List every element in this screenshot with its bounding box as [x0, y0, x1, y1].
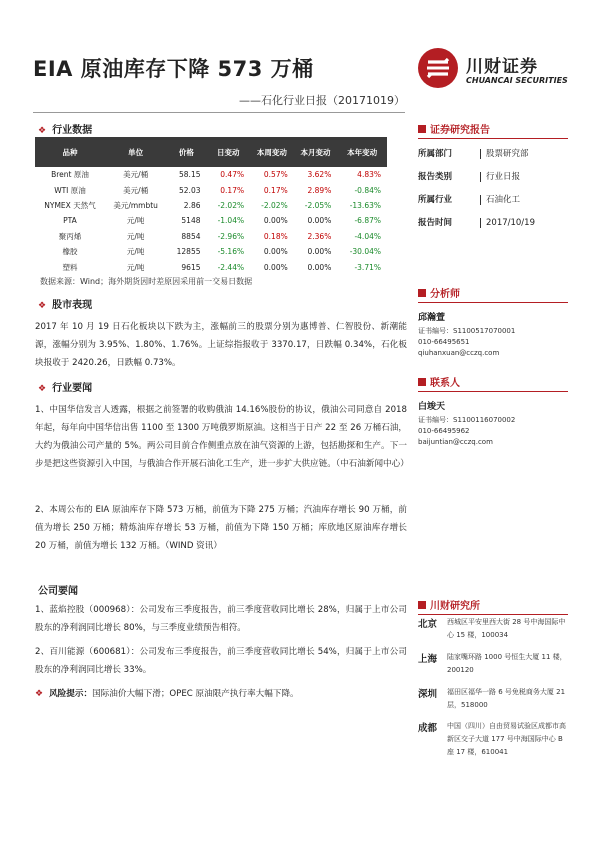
contact-phone: 010-66495962: [418, 427, 470, 435]
risk-label: 风险提示：: [49, 689, 93, 699]
analyst-heading: 分析师: [418, 285, 568, 303]
table-cell: -5.16%: [217, 247, 245, 257]
risk-text: 国际油价大幅下滑；OPEC 原油限产执行率大幅下降。: [92, 689, 299, 699]
table-header-row: [35, 137, 387, 167]
institute-heading: 川财研究所: [418, 597, 568, 615]
company-news-item-2: 2、百川能源（600681）：公司发布三季度报告，前三季度营收同比增长 54%，归属于上市公司股东的净利润同比增长 33%。: [35, 647, 407, 675]
table-cell: 0.57%: [263, 170, 288, 180]
diamond-icon: ❖: [38, 384, 47, 394]
table-cell: 52.03: [179, 185, 201, 195]
table-cell: 5148: [181, 216, 201, 226]
table-cell: PTA: [63, 216, 77, 226]
table-cell: 3.62%: [307, 170, 332, 180]
table-cell: 9615: [181, 262, 201, 272]
table-cell: 0.00%: [263, 262, 288, 272]
office-address: 中国（四川）自由贸易试验区成都市高新区交子大道 177 号中海国际中心 B 座 17 楼，610041: [447, 722, 566, 756]
diamond-icon: ❖: [38, 301, 47, 311]
table-cell: 0.47%: [220, 170, 245, 180]
office-address: 福田区福华一路 6 号免税商务大厦 21 层，518000: [447, 688, 566, 709]
table-cell: -2.05%: [304, 200, 332, 210]
table-cell: -6.87%: [354, 216, 381, 226]
table-cell: -30.04%: [349, 247, 381, 257]
table-cell: 0.17%: [263, 185, 288, 195]
table-cell: 0.00%: [307, 216, 332, 226]
risk-warning: [35, 685, 407, 703]
table-cell: 塑料: [62, 262, 78, 272]
logo-emblem-icon: [418, 48, 458, 88]
table-cell: -2.02%: [261, 200, 288, 210]
table-cell: 8854: [181, 231, 201, 241]
table-cell: 2.86: [183, 200, 201, 210]
report-title: EIA 原油库存下降 573 万桶: [33, 57, 314, 81]
table-cell: Brent 原油: [51, 170, 89, 180]
square-bullet-icon: [418, 289, 426, 297]
table-cell: -2.02%: [217, 200, 245, 210]
table-header: 本年变动: [337, 137, 387, 167]
table-cell: 橡胶: [62, 247, 78, 257]
office-city: 上海: [418, 654, 438, 665]
market-data-table: [35, 137, 387, 275]
table-cell: 2.36%: [307, 231, 332, 241]
table-cell: 0.00%: [263, 216, 288, 226]
table-cell: 元/吨: [126, 216, 145, 226]
info-row-category: 报告类别 行业日报: [418, 172, 521, 182]
table-cell: -13.63%: [349, 200, 381, 210]
table-cell: 0.00%: [307, 247, 332, 257]
diamond-icon: ❖: [38, 126, 47, 136]
table-row: [35, 244, 387, 259]
office-list: [418, 616, 568, 786]
table-cell: 聚丙烯: [58, 231, 82, 241]
table-source-note: 数据来源：Wind；海外期货因时差原因采用前一交易日数据: [40, 277, 253, 286]
table-row: [35, 259, 387, 274]
table-cell: -0.84%: [354, 185, 381, 195]
table-header: 本周变动: [250, 137, 294, 167]
news-item-2: 2、本周公布的 EIA 原油库存下降 573 万桶，前值为下降 275 万桶；汽油库存增长 90 万桶，前值为增长 250 万桶；精炼油库存增长 53 万桶，前值为下降 150 万桶；库欣地区原油库存增长 20 万桶，前值为增长 132 万桶。（WIND 资讯）: [35, 505, 407, 551]
contact-email[interactable]: baijuntian@cczq.com: [418, 438, 493, 446]
news-item-1: 1、中国华信发言人透露，根据之前签署的收购俄油 14.16%股份的协议，俄油公司同意自 2018 年起，每年向中国华信出售 1100 至 1300 万吨俄罗斯原油。这相当于日产 22 至 26 万桶石油，大约为俄油公司产量的 5%。两公司目前合作侧重点放在油气资源的上游，包括勘探和生产。下一步是把这些资源引入中国，与俄油合作开展石油化工生产，进一步扩大供应链。（中石油新闻中心）: [35, 405, 409, 469]
analyst-email[interactable]: qiuhanxuan@cczq.com: [418, 349, 500, 357]
table-cell: 58.15: [179, 170, 201, 180]
table-cell: 0.00%: [263, 247, 288, 257]
office-city: 深圳: [418, 689, 438, 700]
table-cell: 4.83%: [357, 170, 381, 180]
company-news-item-1: 1、蓝焰控股（000968）：公司发布三季度报告，前三季度营收同比增长 28%，归属于上市公司股东的净利润同比增长 80%，与三季度业绩预告相符。: [35, 605, 407, 633]
table-header: 本月变动: [294, 137, 338, 167]
table-cell: WTI 原油: [54, 185, 86, 195]
office-city: 成都: [418, 723, 438, 734]
table-cell: 12855: [176, 247, 201, 257]
section-industry-data: ❖ 行业数据: [38, 125, 93, 136]
contact-cert: 证书编号：S1100116070002: [418, 416, 516, 424]
table-cell: 美元/桶: [123, 170, 149, 180]
contact-name: 白竣天: [418, 402, 446, 412]
analyst-name: 邱瀚萱: [418, 313, 446, 323]
table-cell: -3.71%: [354, 262, 381, 272]
table-cell: 元/吨: [126, 262, 145, 272]
table-header: 日变动: [207, 137, 251, 167]
table-cell: 0.17%: [220, 185, 245, 195]
report-info-heading: 证券研究报告: [418, 121, 568, 139]
info-row-department: 所属部门 股票研究部: [418, 149, 529, 159]
table-header: 单位: [105, 137, 166, 167]
section-industry-news: ❖ 行业要闻: [38, 383, 93, 394]
table-cell: -4.04%: [354, 231, 381, 241]
table-row: [35, 213, 387, 228]
office-city: 北京: [418, 619, 438, 630]
header-divider: [33, 112, 405, 113]
table-cell: 元/吨: [126, 231, 145, 241]
section-company-news: 公司要闻: [38, 586, 78, 597]
table-cell: -1.04%: [217, 216, 245, 226]
stock-paragraph: 2017 年 10 月 19 日石化板块以下跌为主，涨幅前三的股票分别为惠博普、仁智股份、新潮能源，涨幅分别为 3.95%、1.80%、1.76%。上证综指报收于 3370.17，日跌幅 0.34%，石化板块报收于 2420.26，日跌幅 0.73%。: [35, 322, 407, 368]
section-stock-performance: ❖ 股市表现: [38, 300, 93, 311]
square-bullet-icon: [418, 378, 426, 386]
analyst-phone: 010-66495651: [418, 338, 470, 346]
square-bullet-icon: [418, 125, 426, 133]
company-logo: [418, 48, 568, 92]
info-row-industry: 所属行业 石油化工: [418, 195, 521, 205]
office-address: 陆家嘴环路 1000 号恒生大厦 11 楼，200120: [447, 653, 567, 674]
sidebar-institute: [418, 597, 568, 615]
info-row-date: 报告时间 2017/10/19: [418, 218, 535, 228]
logo-english-text: CHUANCAI SECURITIES: [466, 76, 568, 85]
square-bullet-icon: [418, 601, 426, 609]
sidebar-report-info: [418, 121, 568, 239]
report-subtitle: ——石化行业日报（20171019）: [239, 94, 405, 107]
table-cell: 美元/桶: [123, 185, 149, 195]
diamond-icon: ❖: [35, 689, 44, 699]
table-header: 价格: [166, 137, 206, 167]
table-cell: NYMEX 天然气: [44, 200, 96, 210]
table-row: [35, 229, 387, 244]
table-row: [35, 198, 387, 213]
office-address: 西城区平安里西大街 28 号中海国际中心 15 楼，100034: [447, 618, 566, 639]
analyst-cert: 证书编号：S1100517070001: [418, 327, 516, 335]
table-row: [35, 182, 387, 197]
contact-heading: 联系人: [418, 374, 568, 392]
table-cell: 0.00%: [307, 262, 332, 272]
table-cell: -2.96%: [217, 231, 245, 241]
sidebar-contact: [418, 374, 568, 448]
table-cell: 元/吨: [126, 247, 145, 257]
table-cell: -2.44%: [217, 262, 245, 272]
table-header: 品种: [35, 137, 105, 167]
table-cell: 0.18%: [263, 231, 288, 241]
sidebar-analyst: [418, 285, 568, 359]
table-cell: 2.89%: [307, 185, 332, 195]
logo-text: 川财证券: [466, 57, 538, 77]
table-row: [35, 167, 387, 182]
table-cell: 美元/mmbtu: [113, 200, 158, 210]
